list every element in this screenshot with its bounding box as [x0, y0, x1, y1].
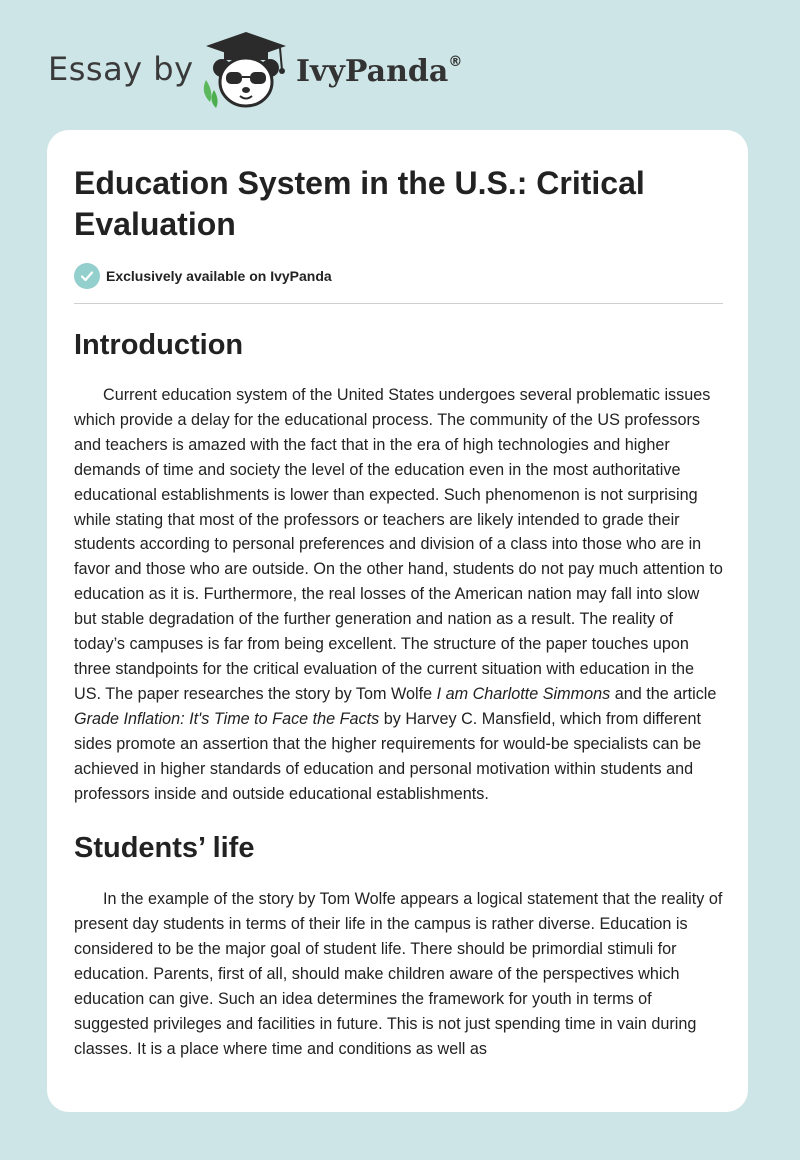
section-paragraph-introduction: Current education system of the United States undergoes several problematic issues which provide a delay for the educational process. The community of the US professors and teachers is amazed with the fact that in the era of high technologies and higher demands of time and society the level of the education even in the most authoritative educational establishments is lower than expected. Such phenomenon is not surprising while stating that most of the professors or teachers are likely intended to grade their students according to personal preferences and division of a class into those who are in favor and those who are outside. On the other hand, students do not pay much attention to education as it is. Furthermore, the real losses of the American nation may fall into slow but stable degradation of the further generation and nation as a result. The reality of today’s campuses is far from being excellent. The structure of the paper touches upon three standpoints for the critical evaluation of the current situation with education in the US. The paper researches the story by Tom Wolfe I am Charlotte Simmons and the article Grade Inflation: It's Time to Face the Facts by Harvey C. Mansfield, which from different sides promote an assertion that the higher requirements for would-be specialists can be achieved in higher standards of education and personal motivation within students and professors inside and outside educational establishments.: [74, 386, 723, 803]
panda-graduate-logo-icon[interactable]: [200, 30, 292, 110]
exclusive-badge: [74, 263, 332, 289]
title-divider: [74, 303, 723, 304]
exclusive-badge-label: Exclusively available on IvyPanda: [106, 268, 332, 284]
essay-card: [47, 130, 748, 1112]
section-heading-introduction: Introduction: [74, 329, 244, 361]
check-circle-icon: [74, 263, 100, 289]
page-title: Education System in the U.S.: Critical Evaluation: [74, 165, 645, 242]
brand-name[interactable]: IvyPanda®: [296, 54, 463, 89]
article-title-italic: Grade Inflation: It's Time to Face the Facts: [74, 709, 380, 728]
registered-mark: ®: [448, 54, 463, 70]
section-paragraph-students-life: In the example of the story by Tom Wolfe appears a logical statement that the reality of present day students in terms of their life in the campus is rather diverse. Education is considered to be the major goal of student life. There should be primordial stimuli for education. Parents, first of all, should make children aware of the perspectives which education can give. Such an idea determines the framework for youth in terms of suggested privileges and facilities in future. This is not just spending time in vain during classes. It is a place where time and conditions as well as: [74, 890, 723, 1058]
essay-by-label: Essay by: [48, 50, 194, 88]
essay-body: [74, 320, 724, 1062]
book-title-italic: I am Charlotte Simmons: [436, 684, 611, 703]
site-header: [48, 30, 508, 110]
section-heading-students-life: Students’ life: [74, 832, 255, 865]
